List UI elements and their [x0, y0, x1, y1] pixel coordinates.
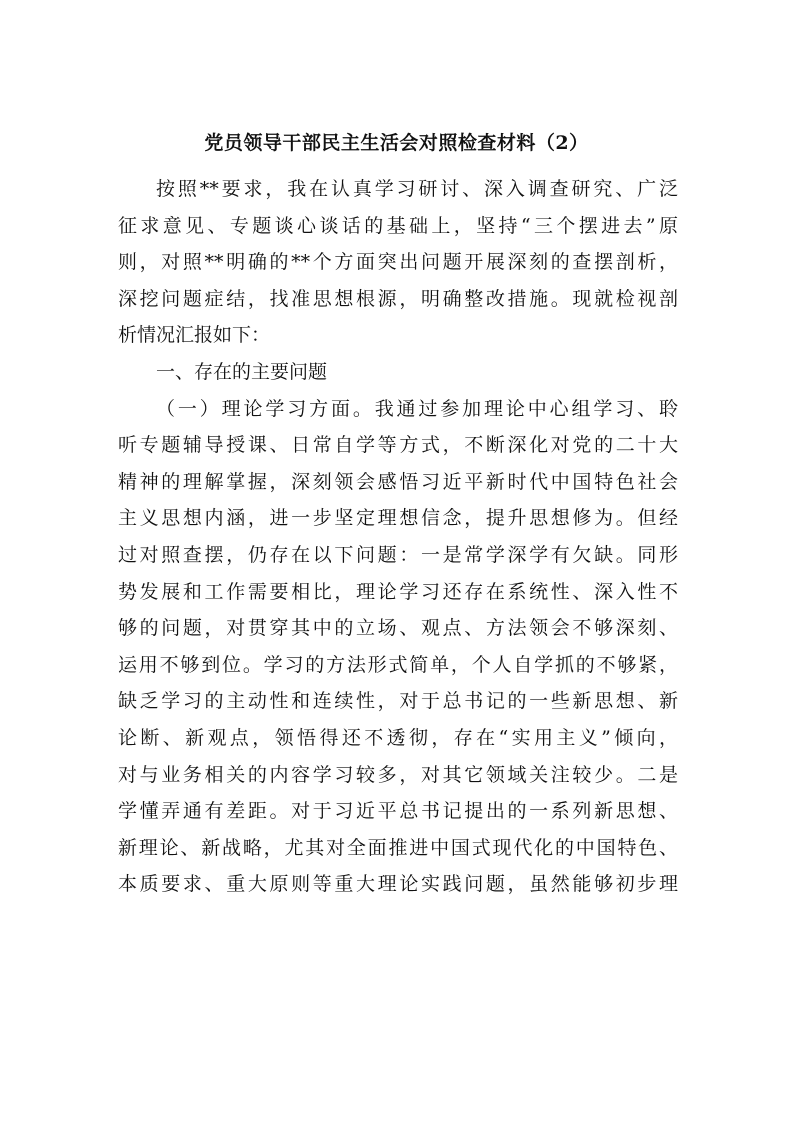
document-title: 党员领导干部民主生活会对照检查材料（2）: [204, 132, 589, 154]
paragraph-line: 深挖问题症结，找准思想根源，明确整改措施。现就检视剖: [118, 287, 678, 310]
paragraph-line: 过对照查摆，仍存在以下问题：一是常学深学有欠缺。同形: [118, 543, 678, 566]
paragraph-line: 新理论、新战略，尤其对全面推进中国式现代化的中国特色、: [118, 836, 678, 859]
paragraph-line: 本质要求、重大原则等重大理论实践问题，虽然能够初步理: [118, 873, 678, 896]
paragraph-line: 按照**要求，我在认真学习研讨、深入调查研究、广泛: [156, 178, 678, 200]
paragraph-line: 主义思想内涵，进一步坚定理想信念，提升思想修为。但经: [118, 507, 678, 530]
paragraph-line: 缺乏学习的主动性和连续性，对于总书记的一些新思想、新: [118, 690, 678, 713]
section-heading: 一、存在的主要问题: [156, 360, 328, 383]
paragraph-line: 听专题辅导授课、日常自学等方式，不断深化对党的二十大: [118, 434, 678, 457]
paragraph-line: 势发展和工作需要相比，理论学习还存在系统性、深入性不: [118, 580, 678, 603]
paragraph-line: 析情况汇报如下：: [118, 324, 271, 347]
paragraph-line: 运用不够到位。学习的方法形式简单，个人自学抓的不够紧，: [118, 653, 678, 676]
paragraph-line: 够的问题，对贯穿其中的立场、观点、方法领会不够深刻、: [118, 617, 678, 640]
paragraph-line: 精神的理解掌握，深刻领会感悟习近平新时代中国特色社会: [118, 470, 678, 493]
document-body: [118, 171, 678, 903]
paragraph-line: 则，对照**明确的**个方面突出问题开展深刻的查摆剖析，: [118, 251, 678, 274]
paragraph-line: 对与业务相关的内容学习较多，对其它领域关注较少。二是: [118, 763, 678, 786]
paragraph-line: 征求意见、专题谈心谈话的基础上，坚持“三个摆进去”原: [118, 214, 678, 237]
paragraph-line: 学懂弄通有差距。对于习近平总书记提出的一系列新思想、: [118, 800, 678, 823]
paragraph-line: 论断、新观点，领悟得还不透彻，存在“实用主义”倾向，: [118, 726, 678, 749]
paragraph-line: （一）理论学习方面。我通过参加理论中心组学习、聆: [156, 397, 678, 420]
